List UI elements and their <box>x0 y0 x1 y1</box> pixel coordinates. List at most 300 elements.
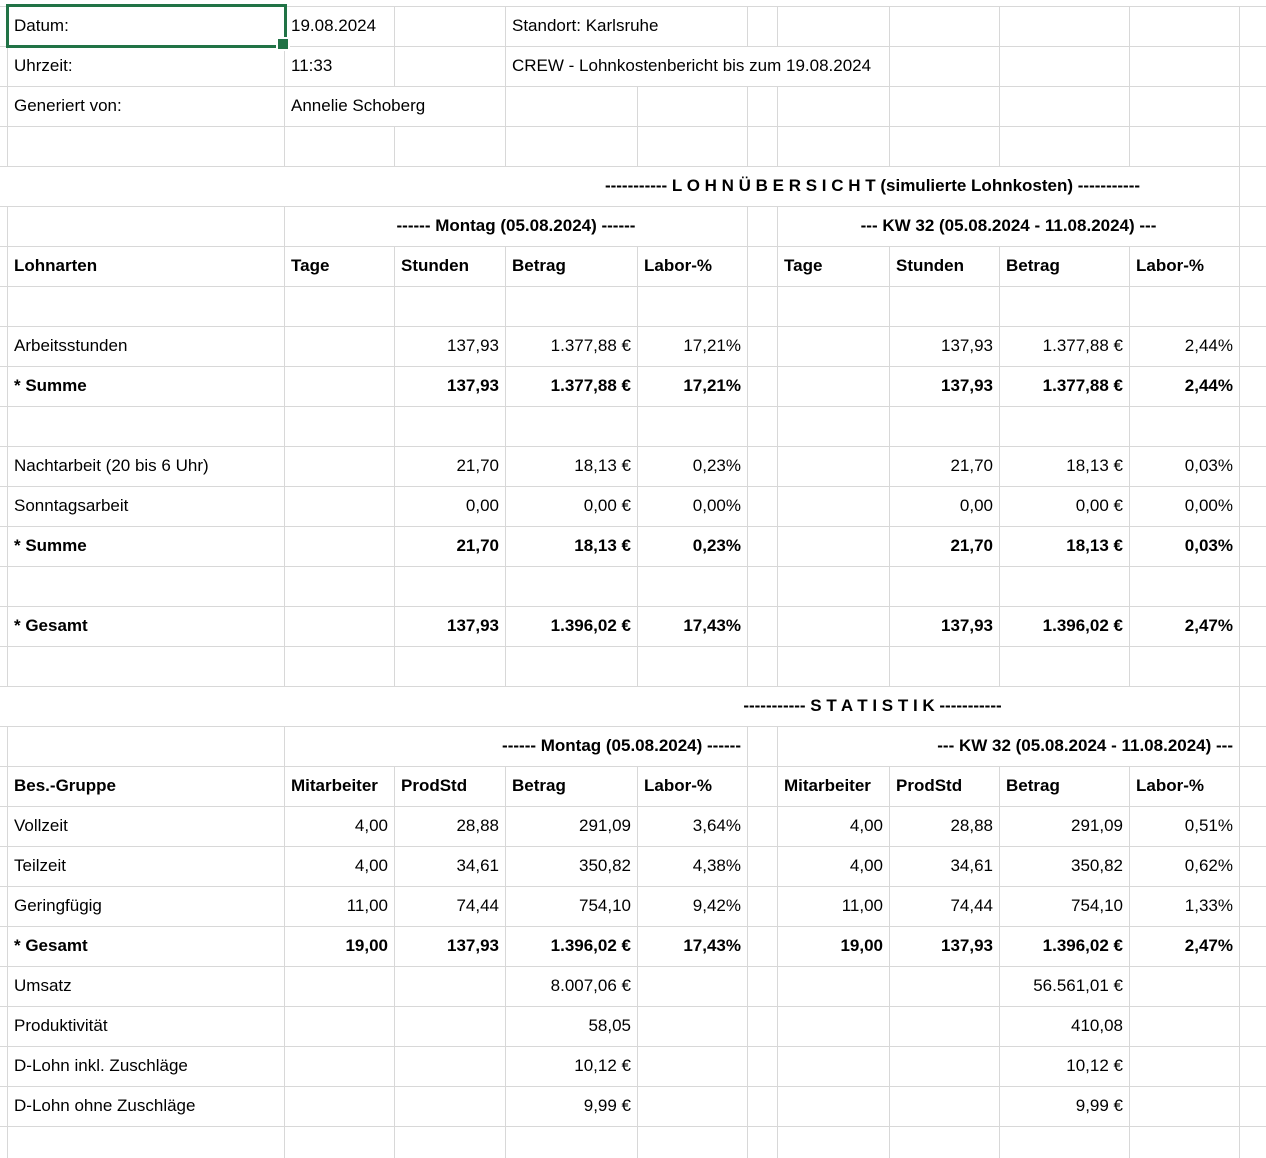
value-cell[interactable]: 17,21% <box>638 327 748 366</box>
empty-cell[interactable] <box>1000 127 1130 166</box>
empty-cell[interactable] <box>1240 527 1266 566</box>
value-cell[interactable]: 10,12 € <box>1000 1047 1130 1086</box>
empty-cell[interactable] <box>0 207 8 246</box>
value-cell[interactable]: 4,00 <box>778 847 890 886</box>
empty-cell[interactable] <box>1240 367 1266 406</box>
lohnuebersicht-section-title[interactable]: ----------- L O H N Ü B E R S I C H T (simulierte Lohnkosten) ----------- <box>0 167 1240 206</box>
empty-cell[interactable] <box>778 567 890 606</box>
value-cell[interactable] <box>778 1007 890 1046</box>
empty-cell[interactable] <box>748 1127 778 1158</box>
empty-cell[interactable] <box>1240 727 1266 766</box>
lohnarten-header-cell[interactable]: Lohnarten <box>8 247 285 286</box>
empty-cell[interactable] <box>0 647 8 686</box>
empty-cell[interactable] <box>1130 127 1240 166</box>
empty-cell[interactable] <box>0 847 8 886</box>
row-label-cell[interactable]: D-Lohn inkl. Zuschläge <box>8 1047 285 1086</box>
value-cell[interactable] <box>1130 1047 1240 1086</box>
prodstd-header-cell[interactable]: ProdStd <box>890 767 1000 806</box>
row-label-cell[interactable]: * Gesamt <box>8 607 285 646</box>
value-cell[interactable]: 21,70 <box>395 447 506 486</box>
empty-cell[interactable] <box>1240 927 1266 966</box>
fill-handle-icon[interactable] <box>276 37 290 51</box>
empty-cell[interactable] <box>890 47 1000 86</box>
value-cell[interactable]: 0,03% <box>1130 527 1240 566</box>
empty-cell[interactable] <box>748 727 778 766</box>
empty-cell[interactable] <box>1130 287 1240 326</box>
lohn-montag-group-header[interactable]: ------ Montag (05.08.2024) ------ <box>285 207 748 246</box>
empty-cell[interactable] <box>1130 407 1240 446</box>
value-cell[interactable]: 34,61 <box>395 847 506 886</box>
empty-cell[interactable] <box>748 967 778 1006</box>
empty-cell[interactable] <box>395 1127 506 1158</box>
empty-cell[interactable] <box>506 87 638 126</box>
value-cell[interactable]: 18,13 € <box>506 447 638 486</box>
value-cell[interactable]: 137,93 <box>395 607 506 646</box>
value-cell[interactable]: 0,00 <box>890 487 1000 526</box>
empty-cell[interactable] <box>638 407 748 446</box>
value-cell[interactable] <box>1130 967 1240 1006</box>
empty-cell[interactable] <box>748 87 778 126</box>
value-cell[interactable]: 19,00 <box>285 927 395 966</box>
row-label-cell[interactable]: Produktivität <box>8 1007 285 1046</box>
empty-cell[interactable] <box>748 1007 778 1046</box>
labor-header-cell[interactable]: Labor-% <box>638 247 748 286</box>
empty-cell[interactable] <box>748 7 778 46</box>
empty-cell[interactable] <box>1240 1127 1266 1158</box>
empty-cell[interactable] <box>748 887 778 926</box>
generiert-label-cell[interactable]: Generiert von: <box>8 87 285 126</box>
value-cell[interactable] <box>778 967 890 1006</box>
value-cell[interactable]: 56.561,01 € <box>1000 967 1130 1006</box>
value-cell[interactable]: 9,99 € <box>506 1087 638 1126</box>
value-cell[interactable] <box>285 1007 395 1046</box>
empty-cell[interactable] <box>1240 207 1266 246</box>
value-cell[interactable]: 58,05 <box>506 1007 638 1046</box>
value-cell[interactable]: 1.396,02 € <box>506 927 638 966</box>
value-cell[interactable] <box>395 1087 506 1126</box>
empty-cell[interactable] <box>0 807 8 846</box>
empty-cell[interactable] <box>0 487 8 526</box>
empty-cell[interactable] <box>8 127 285 166</box>
value-cell[interactable] <box>890 1047 1000 1086</box>
betrag-header-cell[interactable]: Betrag <box>506 247 638 286</box>
value-cell[interactable] <box>778 447 890 486</box>
empty-cell[interactable] <box>506 1127 638 1158</box>
empty-cell[interactable] <box>1000 87 1130 126</box>
empty-cell[interactable] <box>748 1047 778 1086</box>
row-label-cell[interactable]: Vollzeit <box>8 807 285 846</box>
row-label-cell[interactable]: D-Lohn ohne Zuschläge <box>8 1087 285 1126</box>
empty-cell[interactable] <box>890 87 1000 126</box>
row-label-cell[interactable]: * Gesamt <box>8 927 285 966</box>
empty-cell[interactable] <box>8 287 285 326</box>
value-cell[interactable]: 9,99 € <box>1000 1087 1130 1126</box>
value-cell[interactable]: 18,13 € <box>506 527 638 566</box>
empty-cell[interactable] <box>395 47 506 86</box>
empty-cell[interactable] <box>8 727 285 766</box>
empty-cell[interactable] <box>748 487 778 526</box>
tage-header-cell[interactable]: Tage <box>285 247 395 286</box>
empty-cell[interactable] <box>0 127 8 166</box>
value-cell[interactable] <box>638 967 748 1006</box>
value-cell[interactable]: 18,13 € <box>1000 447 1130 486</box>
value-cell[interactable]: 1.396,02 € <box>506 607 638 646</box>
empty-cell[interactable] <box>0 447 8 486</box>
value-cell[interactable]: 0,51% <box>1130 807 1240 846</box>
empty-cell[interactable] <box>890 647 1000 686</box>
value-cell[interactable] <box>778 1047 890 1086</box>
empty-cell[interactable] <box>748 207 778 246</box>
value-cell[interactable]: 8.007,06 € <box>506 967 638 1006</box>
empty-cell[interactable] <box>0 1047 8 1086</box>
empty-cell[interactable] <box>1000 1127 1130 1158</box>
value-cell[interactable]: 10,12 € <box>506 1047 638 1086</box>
stat-montag-group-header[interactable]: ------ Montag (05.08.2024) ------ <box>285 727 748 766</box>
row-label-cell[interactable]: Teilzeit <box>8 847 285 886</box>
empty-cell[interactable] <box>285 287 395 326</box>
empty-cell[interactable] <box>1240 1007 1266 1046</box>
value-cell[interactable]: 2,44% <box>1130 367 1240 406</box>
empty-cell[interactable] <box>1240 887 1266 926</box>
value-cell[interactable]: 1.377,88 € <box>506 327 638 366</box>
labor-header-cell[interactable]: Labor-% <box>1130 247 1240 286</box>
standort-cell[interactable]: Standort: Karlsruhe <box>506 7 748 46</box>
empty-cell[interactable] <box>395 647 506 686</box>
empty-cell[interactable] <box>506 407 638 446</box>
empty-cell[interactable] <box>890 7 1000 46</box>
empty-cell[interactable] <box>0 367 8 406</box>
value-cell[interactable]: 4,00 <box>285 847 395 886</box>
empty-cell[interactable] <box>748 927 778 966</box>
datum-label-cell[interactable]: Datum: <box>8 7 285 46</box>
value-cell[interactable]: 754,10 <box>506 887 638 926</box>
empty-cell[interactable] <box>748 807 778 846</box>
empty-cell[interactable] <box>0 527 8 566</box>
empty-cell[interactable] <box>890 407 1000 446</box>
empty-cell[interactable] <box>0 287 8 326</box>
empty-cell[interactable] <box>0 927 8 966</box>
empty-cell[interactable] <box>1240 487 1266 526</box>
empty-cell[interactable] <box>506 127 638 166</box>
empty-cell[interactable] <box>1240 967 1266 1006</box>
value-cell[interactable] <box>285 327 395 366</box>
empty-cell[interactable] <box>1130 567 1240 606</box>
value-cell[interactable] <box>395 1047 506 1086</box>
empty-cell[interactable] <box>0 87 8 126</box>
empty-cell[interactable] <box>638 127 748 166</box>
value-cell[interactable] <box>285 527 395 566</box>
empty-cell[interactable] <box>1000 287 1130 326</box>
empty-cell[interactable] <box>1240 807 1266 846</box>
value-cell[interactable] <box>638 1087 748 1126</box>
empty-cell[interactable] <box>1000 567 1130 606</box>
empty-cell[interactable] <box>748 327 778 366</box>
empty-cell[interactable] <box>8 567 285 606</box>
value-cell[interactable]: 291,09 <box>506 807 638 846</box>
value-cell[interactable]: 350,82 <box>506 847 638 886</box>
value-cell[interactable]: 18,13 € <box>1000 527 1130 566</box>
empty-cell[interactable] <box>1240 327 1266 366</box>
stunden-header-cell[interactable]: Stunden <box>890 247 1000 286</box>
empty-cell[interactable] <box>1240 767 1266 806</box>
empty-cell[interactable] <box>748 247 778 286</box>
empty-cell[interactable] <box>890 127 1000 166</box>
value-cell[interactable] <box>395 967 506 1006</box>
empty-cell[interactable] <box>1000 47 1130 86</box>
empty-cell[interactable] <box>638 1127 748 1158</box>
empty-cell[interactable] <box>1240 647 1266 686</box>
value-cell[interactable]: 21,70 <box>890 527 1000 566</box>
value-cell[interactable]: 9,42% <box>638 887 748 926</box>
empty-cell[interactable] <box>8 207 285 246</box>
row-label-cell[interactable]: Nachtarbeit (20 bis 6 Uhr) <box>8 447 285 486</box>
empty-cell[interactable] <box>395 567 506 606</box>
empty-cell[interactable] <box>0 887 8 926</box>
uhrzeit-value-cell[interactable]: 11:33 <box>285 47 395 86</box>
row-label-cell[interactable]: Umsatz <box>8 967 285 1006</box>
value-cell[interactable]: 28,88 <box>395 807 506 846</box>
empty-cell[interactable] <box>0 47 8 86</box>
value-cell[interactable] <box>285 1047 395 1086</box>
empty-cell[interactable] <box>0 7 8 46</box>
value-cell[interactable]: 2,47% <box>1130 927 1240 966</box>
empty-cell[interactable] <box>890 1127 1000 1158</box>
value-cell[interactable]: 1.377,88 € <box>1000 327 1130 366</box>
empty-cell[interactable] <box>1000 7 1130 46</box>
empty-cell[interactable] <box>748 767 778 806</box>
value-cell[interactable]: 0,00% <box>1130 487 1240 526</box>
value-cell[interactable] <box>778 607 890 646</box>
value-cell[interactable] <box>778 527 890 566</box>
value-cell[interactable] <box>1130 1087 1240 1126</box>
empty-cell[interactable] <box>1240 847 1266 886</box>
value-cell[interactable] <box>285 607 395 646</box>
value-cell[interactable]: 137,93 <box>890 367 1000 406</box>
empty-cell[interactable] <box>1240 1087 1266 1126</box>
empty-cell[interactable] <box>395 127 506 166</box>
empty-cell[interactable] <box>8 407 285 446</box>
value-cell[interactable]: 2,47% <box>1130 607 1240 646</box>
value-cell[interactable]: 0,00 € <box>506 487 638 526</box>
value-cell[interactable]: 4,00 <box>285 807 395 846</box>
empty-cell[interactable] <box>0 607 8 646</box>
empty-cell[interactable] <box>748 527 778 566</box>
value-cell[interactable] <box>285 447 395 486</box>
value-cell[interactable]: 11,00 <box>778 887 890 926</box>
empty-cell[interactable] <box>778 7 890 46</box>
value-cell[interactable] <box>638 1047 748 1086</box>
value-cell[interactable]: 1.377,88 € <box>506 367 638 406</box>
value-cell[interactable] <box>778 367 890 406</box>
value-cell[interactable] <box>890 1087 1000 1126</box>
empty-cell[interactable] <box>8 647 285 686</box>
value-cell[interactable]: 1,33% <box>1130 887 1240 926</box>
value-cell[interactable]: 410,08 <box>1000 1007 1130 1046</box>
empty-cell[interactable] <box>1240 47 1266 86</box>
row-label-cell[interactable]: * Summe <box>8 367 285 406</box>
value-cell[interactable]: 1.377,88 € <box>1000 367 1130 406</box>
empty-cell[interactable] <box>0 567 8 606</box>
empty-cell[interactable] <box>748 607 778 646</box>
value-cell[interactable]: 21,70 <box>890 447 1000 486</box>
empty-cell[interactable] <box>748 287 778 326</box>
empty-cell[interactable] <box>748 447 778 486</box>
row-label-cell[interactable]: Arbeitsstunden <box>8 327 285 366</box>
empty-cell[interactable] <box>1240 687 1266 726</box>
tage-header-cell[interactable]: Tage <box>778 247 890 286</box>
labor-header-cell[interactable]: Labor-% <box>638 767 748 806</box>
empty-cell[interactable] <box>1240 7 1266 46</box>
value-cell[interactable]: 0,23% <box>638 527 748 566</box>
empty-cell[interactable] <box>1240 407 1266 446</box>
empty-cell[interactable] <box>778 287 890 326</box>
empty-cell[interactable] <box>506 567 638 606</box>
empty-cell[interactable] <box>638 567 748 606</box>
betrag-header-cell[interactable]: Betrag <box>506 767 638 806</box>
lohn-kw32-group-header[interactable]: --- KW 32 (05.08.2024 - 11.08.2024) --- <box>778 207 1240 246</box>
empty-cell[interactable] <box>8 1127 285 1158</box>
empty-cell[interactable] <box>1240 607 1266 646</box>
generiert-value-cell[interactable]: Annelie Schoberg <box>285 87 506 126</box>
empty-cell[interactable] <box>1130 87 1240 126</box>
empty-cell[interactable] <box>1240 567 1266 606</box>
value-cell[interactable]: 34,61 <box>890 847 1000 886</box>
value-cell[interactable]: 28,88 <box>890 807 1000 846</box>
value-cell[interactable]: 0,03% <box>1130 447 1240 486</box>
value-cell[interactable] <box>285 967 395 1006</box>
value-cell[interactable] <box>285 367 395 406</box>
value-cell[interactable]: 4,00 <box>778 807 890 846</box>
value-cell[interactable]: 0,62% <box>1130 847 1240 886</box>
value-cell[interactable]: 11,00 <box>285 887 395 926</box>
empty-cell[interactable] <box>778 87 890 126</box>
empty-cell[interactable] <box>285 407 395 446</box>
value-cell[interactable] <box>778 1087 890 1126</box>
empty-cell[interactable] <box>1130 1127 1240 1158</box>
empty-cell[interactable] <box>285 567 395 606</box>
stat-kw32-group-header[interactable]: --- KW 32 (05.08.2024 - 11.08.2024) --- <box>778 727 1240 766</box>
value-cell[interactable]: 137,93 <box>890 927 1000 966</box>
value-cell[interactable] <box>890 967 1000 1006</box>
empty-cell[interactable] <box>0 767 8 806</box>
empty-cell[interactable] <box>748 847 778 886</box>
empty-cell[interactable] <box>1240 447 1266 486</box>
value-cell[interactable] <box>778 327 890 366</box>
empty-cell[interactable] <box>778 647 890 686</box>
empty-cell[interactable] <box>1130 647 1240 686</box>
empty-cell[interactable] <box>0 967 8 1006</box>
value-cell[interactable]: 3,64% <box>638 807 748 846</box>
value-cell[interactable] <box>1130 1007 1240 1046</box>
empty-cell[interactable] <box>748 127 778 166</box>
empty-cell[interactable] <box>0 1007 8 1046</box>
value-cell[interactable]: 17,43% <box>638 607 748 646</box>
value-cell[interactable]: 0,00 € <box>1000 487 1130 526</box>
row-label-cell[interactable]: * Summe <box>8 527 285 566</box>
value-cell[interactable]: 74,44 <box>890 887 1000 926</box>
empty-cell[interactable] <box>638 287 748 326</box>
empty-cell[interactable] <box>748 1087 778 1126</box>
empty-cell[interactable] <box>748 367 778 406</box>
empty-cell[interactable] <box>285 647 395 686</box>
labor-header-cell[interactable]: Labor-% <box>1130 767 1240 806</box>
value-cell[interactable]: 21,70 <box>395 527 506 566</box>
empty-cell[interactable] <box>1240 287 1266 326</box>
value-cell[interactable]: 4,38% <box>638 847 748 886</box>
value-cell[interactable]: 1.396,02 € <box>1000 607 1130 646</box>
value-cell[interactable]: 17,21% <box>638 367 748 406</box>
empty-cell[interactable] <box>0 1127 8 1158</box>
betrag-header-cell[interactable]: Betrag <box>1000 767 1130 806</box>
empty-cell[interactable] <box>890 287 1000 326</box>
empty-cell[interactable] <box>0 407 8 446</box>
stunden-header-cell[interactable]: Stunden <box>395 247 506 286</box>
empty-cell[interactable] <box>0 327 8 366</box>
value-cell[interactable]: 350,82 <box>1000 847 1130 886</box>
value-cell[interactable] <box>638 1007 748 1046</box>
empty-cell[interactable] <box>1240 87 1266 126</box>
value-cell[interactable] <box>890 1007 1000 1046</box>
empty-cell[interactable] <box>506 647 638 686</box>
empty-cell[interactable] <box>890 567 1000 606</box>
gruppe-header-cell[interactable]: Bes.-Gruppe <box>8 767 285 806</box>
value-cell[interactable] <box>778 487 890 526</box>
empty-cell[interactable] <box>1130 47 1240 86</box>
empty-cell[interactable] <box>506 287 638 326</box>
statistik-section-title[interactable]: ----------- S T A T I S T I K ----------- <box>0 687 1240 726</box>
empty-cell[interactable] <box>0 727 8 766</box>
empty-cell[interactable] <box>395 7 506 46</box>
empty-cell[interactable] <box>778 407 890 446</box>
value-cell[interactable]: 0,00% <box>638 487 748 526</box>
value-cell[interactable]: 17,43% <box>638 927 748 966</box>
empty-cell[interactable] <box>1240 247 1266 286</box>
mitarbeiter-header-cell[interactable]: Mitarbeiter <box>778 767 890 806</box>
prodstd-header-cell[interactable]: ProdStd <box>395 767 506 806</box>
empty-cell[interactable] <box>395 407 506 446</box>
row-label-cell[interactable]: Sonntagsarbeit <box>8 487 285 526</box>
value-cell[interactable]: 291,09 <box>1000 807 1130 846</box>
empty-cell[interactable] <box>778 127 890 166</box>
value-cell[interactable]: 1.396,02 € <box>1000 927 1130 966</box>
empty-cell[interactable] <box>0 1087 8 1126</box>
empty-cell[interactable] <box>1240 127 1266 166</box>
value-cell[interactable]: 754,10 <box>1000 887 1130 926</box>
row-label-cell[interactable]: Geringfügig <box>8 887 285 926</box>
datum-value-cell[interactable]: 19.08.2024 <box>285 7 395 46</box>
empty-cell[interactable] <box>638 647 748 686</box>
value-cell[interactable] <box>285 487 395 526</box>
empty-cell[interactable] <box>748 567 778 606</box>
value-cell[interactable]: 74,44 <box>395 887 506 926</box>
mitarbeiter-header-cell[interactable]: Mitarbeiter <box>285 767 395 806</box>
empty-cell[interactable] <box>285 1127 395 1158</box>
empty-cell[interactable] <box>748 647 778 686</box>
empty-cell[interactable] <box>1000 407 1130 446</box>
empty-cell[interactable] <box>285 127 395 166</box>
empty-cell[interactable] <box>1240 1047 1266 1086</box>
empty-cell[interactable] <box>395 287 506 326</box>
value-cell[interactable]: 137,93 <box>890 607 1000 646</box>
empty-cell[interactable] <box>778 1127 890 1158</box>
value-cell[interactable]: 0,00 <box>395 487 506 526</box>
report-title-cell[interactable]: CREW - Lohnkostenbericht bis zum 19.08.2024 <box>506 47 890 86</box>
betrag-header-cell[interactable]: Betrag <box>1000 247 1130 286</box>
value-cell[interactable]: 137,93 <box>890 327 1000 366</box>
value-cell[interactable]: 137,93 <box>395 327 506 366</box>
empty-cell[interactable] <box>1240 167 1266 206</box>
value-cell[interactable] <box>285 1087 395 1126</box>
